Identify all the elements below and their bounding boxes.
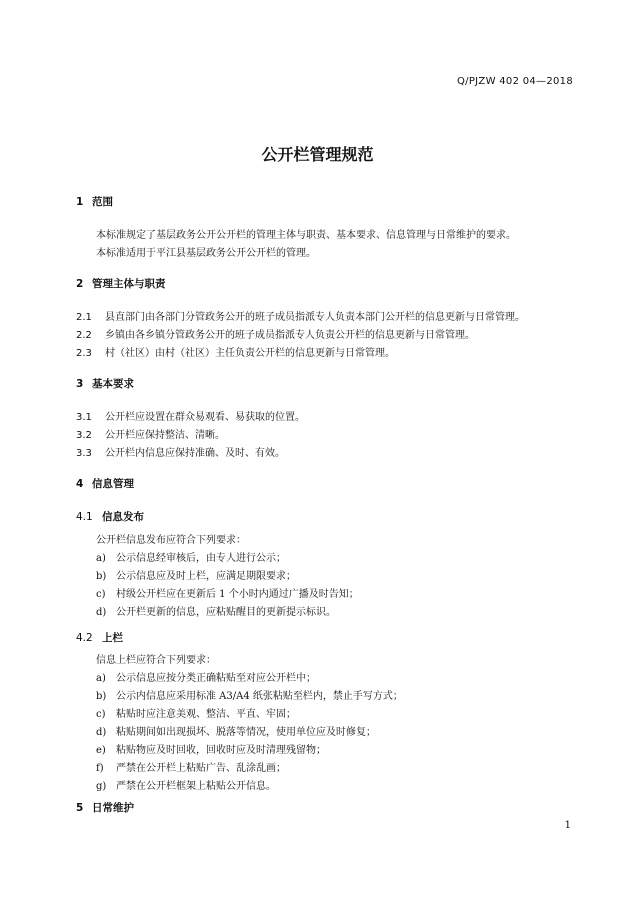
clause-text: 公开栏内信息应保持准确、及时、有效。: [105, 448, 285, 459]
list-item: [96, 549, 286, 564]
list-text: 公示信息应及时上栏，应满足期限要求；: [116, 571, 296, 582]
list-item: [96, 567, 296, 582]
list-text: 公开栏更新的信息，应粘贴醒目的更新提示标识。: [116, 607, 336, 618]
subsection-title: 信息发布: [102, 511, 144, 523]
list-text: 粘贴期间如出现损坏、脱落等情况，使用单位应及时修复；: [116, 727, 376, 738]
clause-text: 村（社区）由村（社区）主任负责公开栏的信息更新与日常管理。: [105, 348, 395, 359]
subsection-number: 4.2: [76, 632, 93, 644]
list-intro: 信息上栏应符合下列要求：: [96, 655, 216, 666]
list-marker: a): [96, 553, 106, 564]
clause-number: 3.3: [76, 448, 92, 459]
list-item: [96, 741, 326, 756]
subsection-4-1-heading: [76, 509, 144, 524]
section-title: 范围: [92, 196, 113, 208]
subsection-4-2-heading: [76, 630, 123, 645]
clause-number: 3.1: [76, 412, 92, 423]
list-marker: c): [96, 709, 106, 720]
section-1-heading: [76, 194, 113, 209]
list-text: 严禁在公开栏框架上粘贴公开信息。: [116, 781, 276, 792]
list-item: [96, 759, 286, 774]
document-title: 公开栏管理规范: [261, 145, 374, 164]
list-intro: 公开栏信息发布应符合下列要求：: [96, 535, 246, 546]
list-item: [96, 669, 316, 684]
section-4-heading: [76, 476, 134, 491]
clause-number: 2.2: [76, 330, 92, 341]
list-marker: b): [96, 691, 107, 702]
section-title: 信息管理: [92, 478, 134, 490]
section-5-heading: [76, 800, 134, 815]
section-title: 管理主体与职责: [92, 278, 166, 290]
clause-number: 2.3: [76, 348, 92, 359]
list-text: 公示信息经审核后，由专人进行公示；: [116, 553, 286, 564]
list-text: 严禁在公开栏上粘贴广告、乱涂乱画；: [116, 763, 286, 774]
clause-text: 公开栏应保持整洁、清晰。: [105, 430, 225, 441]
list-text: 公示信息应按分类正确粘贴至对应公开栏中；: [116, 673, 316, 684]
clause-number: 2.1: [76, 312, 92, 323]
section-number: 5: [76, 802, 84, 814]
list-marker: g): [96, 781, 107, 792]
list-text: 粘贴时应注意美观、整洁、平直、牢固；: [116, 709, 296, 720]
clause-2-1: [76, 308, 525, 323]
list-item: [96, 603, 336, 618]
clause-3-2: [76, 426, 225, 441]
list-marker: b): [96, 571, 107, 582]
list-marker: d): [96, 607, 107, 618]
clause-text: 公开栏应设置在群众易观看、易获取的位置。: [105, 412, 305, 423]
list-marker: d): [96, 727, 107, 738]
section-number: 1: [76, 196, 84, 208]
document-number: Q/PJZW 402 04—2018: [457, 76, 573, 87]
list-text: 公示内信息应采用标准 A3/A4 纸张粘贴至栏内，禁止手写方式；: [116, 691, 403, 702]
section-number: 4: [76, 478, 84, 490]
clause-number: 3.2: [76, 430, 92, 441]
section-title: 日常维护: [92, 802, 134, 814]
section-title: 基本要求: [92, 378, 134, 390]
clause-text: 县直部门由各部门分管政务公开的班子成员指派专人负责本部门公开栏的信息更新与日常管理。: [105, 312, 525, 323]
list-text: 村级公开栏应在更新后 1 个小时内通过广播及时告知；: [116, 589, 359, 600]
list-item: [96, 777, 276, 792]
list-marker: f): [96, 763, 104, 774]
clause-2-3: [76, 344, 395, 359]
section-number: 3: [76, 378, 84, 390]
list-item: [96, 687, 403, 702]
list-marker: c): [96, 589, 106, 600]
paragraph: 本标准适用于平江县基层政务公开公开栏的管理。: [96, 248, 316, 259]
page-number: 1: [564, 820, 571, 831]
subsection-title: 上栏: [102, 632, 123, 644]
section-number: 2: [76, 278, 84, 290]
list-item: [96, 585, 359, 600]
list-item: [96, 723, 376, 738]
section-3-heading: [76, 376, 134, 391]
clause-3-3: [76, 444, 285, 459]
clause-2-2: [76, 326, 475, 341]
list-marker: e): [96, 745, 106, 756]
list-text: 粘贴物应及时回收，回收时应及时清理残留物；: [116, 745, 326, 756]
clause-text: 乡镇由各乡镇分管政务公开的班子成员指派专人负责公开栏的信息更新与日常管理。: [105, 330, 475, 341]
list-marker: a): [96, 673, 106, 684]
list-item: [96, 705, 296, 720]
subsection-number: 4.1: [76, 511, 93, 523]
clause-3-1: [76, 408, 305, 423]
paragraph: 本标准规定了基层政务公开公开栏的管理主体与职责、基本要求、信息管理与日常维护的要求。: [96, 230, 516, 241]
section-2-heading: [76, 276, 166, 291]
